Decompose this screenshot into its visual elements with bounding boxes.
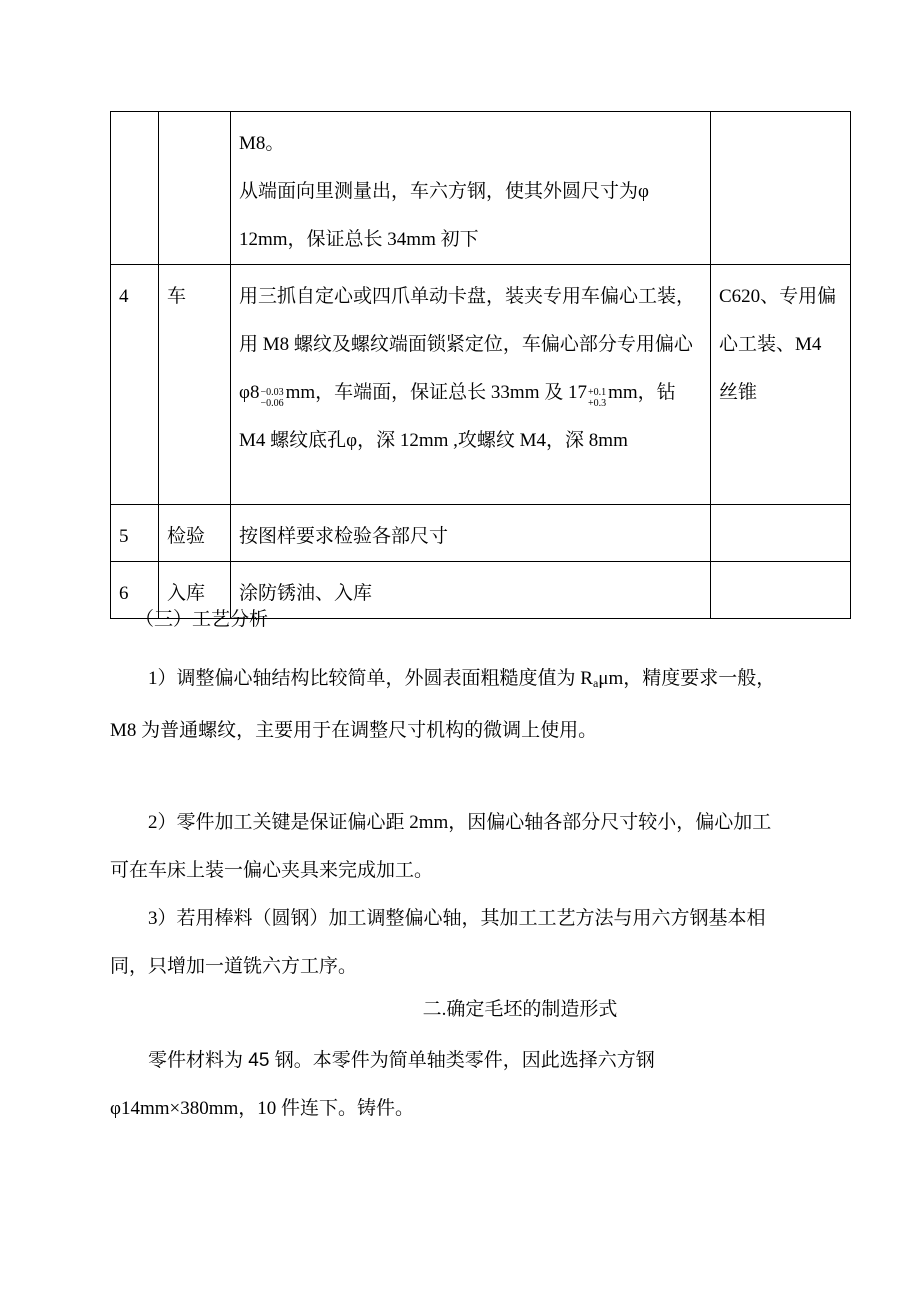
section-title: 二.确定毛坯的制造形式 <box>422 999 618 1020</box>
table-cell-equipment <box>711 112 851 265</box>
table-row <box>111 505 851 562</box>
table-cell-seq: 4 <box>111 265 159 505</box>
content-line: 从端面向里测量出，车六方钢，使其外圆尺寸为φ <box>239 181 649 202</box>
content-text: mm，车端面，保证总长 33mm 及 17 <box>285 382 587 403</box>
content-line: 12mm，保证总长 34mm 初下 <box>239 229 479 250</box>
table-cell-seq <box>111 112 159 265</box>
table-cell-seq: 5 <box>111 505 159 562</box>
paragraph-lead: 零件材料为 45 钢。 <box>148 1050 313 1071</box>
table-cell-name: 检验 <box>159 505 231 562</box>
table-cell-content <box>231 112 711 265</box>
paragraph-text: 本零件为简单轴类零件，因此选择六方钢φ14mm×380mm，10 件连下。铸件。 <box>110 1050 655 1119</box>
tolerance-lower: −0.06 <box>260 398 284 409</box>
tolerance-upper: −0.03 <box>260 387 284 398</box>
content-line: M8。 <box>239 133 285 154</box>
table-cell-equipment: C620、专用偏心工装、M4 丝锥 <box>711 265 851 505</box>
analysis-item <box>110 655 790 755</box>
table-cell-name: 车 <box>159 265 231 505</box>
table-row <box>111 265 851 505</box>
paragraph <box>110 1037 790 1133</box>
section-heading: （三）工艺分析 <box>135 609 269 630</box>
analysis-text: 1）调整偏心轴结构比较简单，外圆表面粗糙度值为 R <box>148 668 593 689</box>
subscript: a <box>592 676 599 690</box>
table-cell-content: 按图样要求检验各部尺寸 <box>231 505 711 562</box>
analysis-item: 2）零件加工关键是保证偏心距 2mm，因偏心轴各部分尺寸较小，偏心加工可在车床上装一偏心夹具来完成加工。 <box>110 812 772 881</box>
tolerance <box>260 387 283 409</box>
table-cell-content: 涂防锈油、入库 <box>231 562 711 619</box>
table-cell-name: 入库 <box>159 562 231 619</box>
analysis-item: 3）若用棒料（圆钢）加工调整偏心轴，其加工工艺方法与用六方钢基本相同，只增加一道铣六方工序。 <box>110 908 766 977</box>
tolerance-lower: +0.3 <box>587 398 607 409</box>
content-text: 用三抓自定心或四爪单动卡盘，装夹专用车偏心工装，用 M8 螺纹及螺纹端面锁紧定位，车偏心部分专用偏心φ8 <box>239 286 696 403</box>
analysis-text: μm，精度要求一般，M8 为普通螺纹，主要用于在调整尺寸机构的微调上使用。 <box>110 668 776 741</box>
table-cell-content <box>231 265 711 505</box>
table-cell-equipment <box>711 505 851 562</box>
tolerance <box>588 387 606 409</box>
content-text: mm，钻 M4 螺纹底孔φ，深 12mm ,攻螺纹 M4，深 8mm <box>239 382 676 451</box>
table-cell-name <box>159 112 231 265</box>
table-cell-seq: 6 <box>111 562 159 619</box>
tolerance-upper: +0.1 <box>587 387 607 398</box>
table-row <box>111 112 851 265</box>
process-table <box>110 111 851 619</box>
